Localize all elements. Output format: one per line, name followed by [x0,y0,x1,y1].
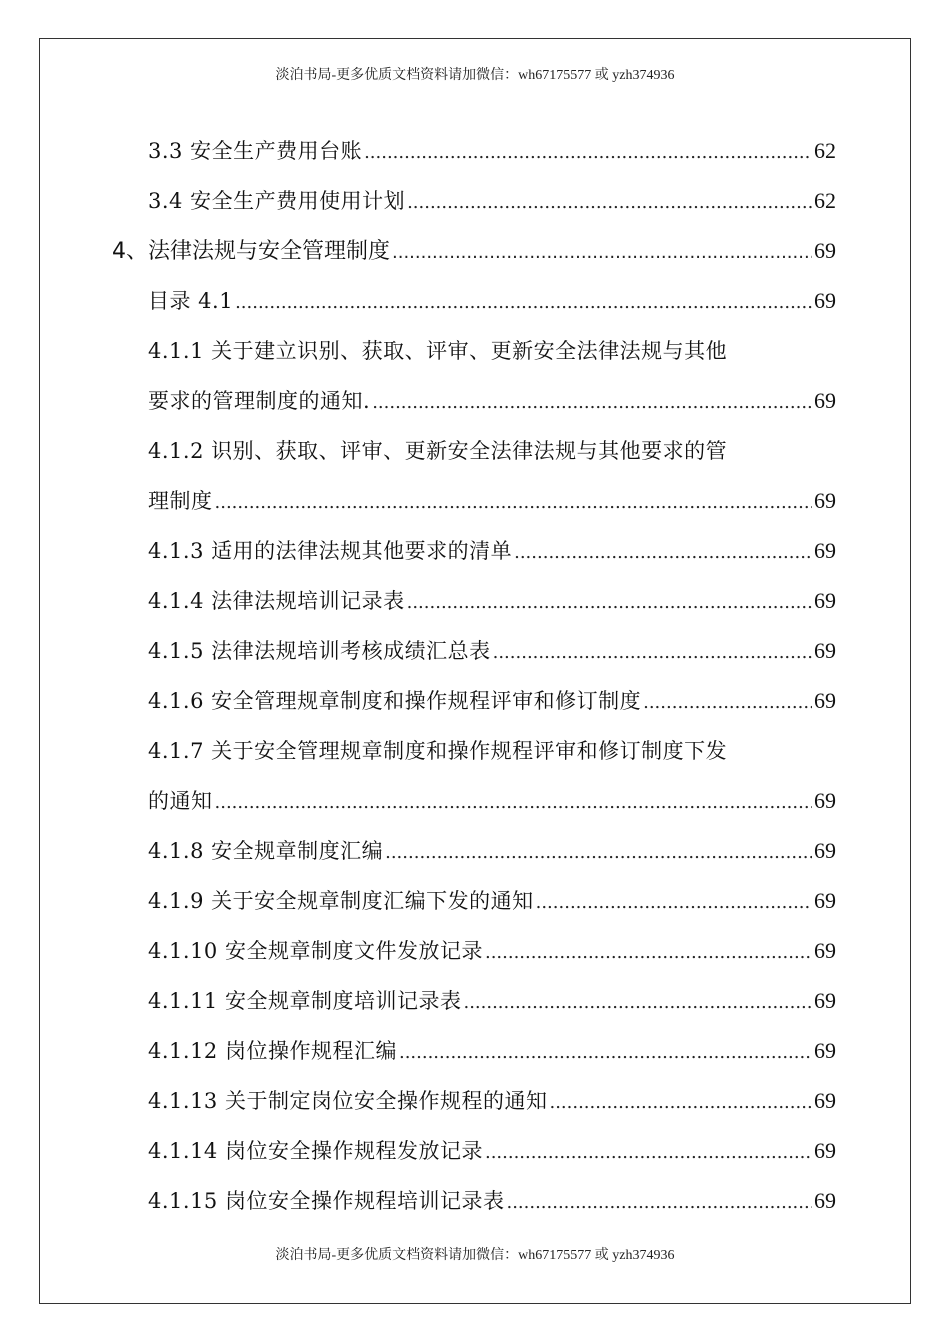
toc-entry-page: 69 [814,288,836,313]
toc-entry-title: 4.1.9 关于安全规章制度汇编下发的通知 [148,889,534,913]
toc-leader-dots [372,378,812,428]
toc-entry-page: 69 [814,588,836,613]
toc-entry-title: 要求的管理制度的通知. [148,389,371,413]
toc-leader-dots [549,1078,812,1128]
toc-entry-title: 4.1.11 安全规章制度培训记录表 [148,989,462,1013]
toc-entry[interactable] [148,776,836,826]
toc-entry-title: 目录 4.1 [148,289,234,313]
toc-leader-dots [407,178,812,228]
toc-entry[interactable] [148,1076,836,1126]
toc-entry[interactable] [148,126,836,176]
toc-entry-title: 4.1.4 法律法规培训记录表 [148,589,405,613]
toc-entry-page: 69 [814,1188,836,1213]
toc-entry-page: 69 [814,1088,836,1113]
toc-entry-page: 69 [814,1138,836,1163]
toc-entry-page: 62 [814,138,836,163]
toc-entry[interactable] [148,476,836,526]
toc-leader-dots [485,1128,812,1178]
toc-entry-title: 4.1.13 关于制定岗位安全操作规程的通知 [148,1089,548,1113]
toc-entry[interactable] [148,976,836,1026]
toc-entry-page: 69 [814,788,836,813]
toc-entry[interactable] [148,926,836,976]
toc-entry[interactable] [148,826,836,876]
toc-entry-page: 69 [814,238,836,263]
toc-entry-page: 69 [814,688,836,713]
toc-entry-title: 4.1.14 岗位安全操作规程发放记录 [148,1139,483,1163]
toc-entry-title: 4.1.15 岗位安全操作规程培训记录表 [148,1189,505,1213]
toc-leader-dots [493,628,812,678]
toc-entry-title: 3.4 安全生产费用使用计划 [148,189,406,213]
toc-leader-dots [463,978,812,1028]
toc-entry[interactable] [148,176,836,226]
toc-leader-dots [506,1178,812,1228]
toc-entry-title: 3.3 安全生产费用台账 [148,139,363,163]
toc-entry[interactable] [148,676,836,726]
toc-leader-dots [485,928,812,978]
toc-entry[interactable] [148,526,836,576]
toc-leader-dots [536,878,812,928]
running-footer: 淡泊书局-更多优质文档资料请加微信：wh67175577 或 yzh374936 [275,1248,675,1263]
toc-leader-dots [364,128,812,178]
toc-entry[interactable] [148,1126,836,1176]
toc-entry[interactable] [148,276,836,326]
toc-entry-wrapped-line[interactable]: 4.1.2 识别、获取、评审、更新安全法律法规与其他要求的管 [148,439,728,463]
toc-entry[interactable] [148,1176,836,1226]
toc-entry-wrapped-line[interactable]: 4.1.1 关于建立识别、获取、评审、更新安全法律法规与其他 [148,339,728,363]
toc-entry-page: 69 [814,538,836,563]
toc-entry-title: 4.1.12 岗位操作规程汇编 [148,1039,397,1063]
toc-entry-page: 69 [814,988,836,1013]
toc-entry-page: 69 [814,638,836,663]
toc-entry-wrapped-line[interactable]: 4.1.7 关于安全管理规章制度和操作规程评审和修订制度下发 [148,739,728,763]
toc-entry-title: 4.1.5 法律法规培训考核成绩汇总表 [148,639,491,663]
toc-entry-title: 4.1.6 安全管理规章制度和操作规程评审和修订制度 [148,689,642,713]
toc-leader-dots [399,1028,812,1078]
toc-chapter-entry[interactable] [112,226,836,276]
toc-entry-title: 的通知 [148,789,213,813]
toc-entry[interactable] [148,626,836,676]
toc-leader-dots [392,228,812,278]
toc-entry-title: 4.1.3 适用的法律法规其他要求的清单 [148,539,513,563]
toc-entry[interactable] [148,1026,836,1076]
toc-entry-title: 理制度 [148,489,213,513]
toc-entry-page: 69 [814,1038,836,1063]
toc-leader-dots [407,578,812,628]
toc-entry[interactable] [148,376,836,426]
toc-entry-page: 69 [814,938,836,963]
toc-leader-dots [215,778,813,828]
toc-entry-title: 4.1.8 安全规章制度汇编 [148,839,384,863]
toc-entry-page: 69 [814,388,836,413]
toc-entry-page: 62 [814,188,836,213]
toc-entry[interactable] [148,576,836,626]
toc-entry[interactable] [148,876,836,926]
toc-entry-page: 69 [814,838,836,863]
toc-leader-dots [385,828,812,878]
toc-leader-dots [235,278,812,328]
toc-entry-title: 4、法律法规与安全管理制度 [112,239,390,264]
toc-leader-dots [514,528,812,578]
running-header: 淡泊书局-更多优质文档资料请加微信：wh67175577 或 yzh374936 [275,68,675,83]
toc-entry-title: 4.1.10 安全规章制度文件发放记录 [148,939,483,963]
toc-leader-dots [643,678,812,728]
toc-entry-page: 69 [814,488,836,513]
toc-entry-page: 69 [814,888,836,913]
toc-leader-dots [215,478,813,528]
